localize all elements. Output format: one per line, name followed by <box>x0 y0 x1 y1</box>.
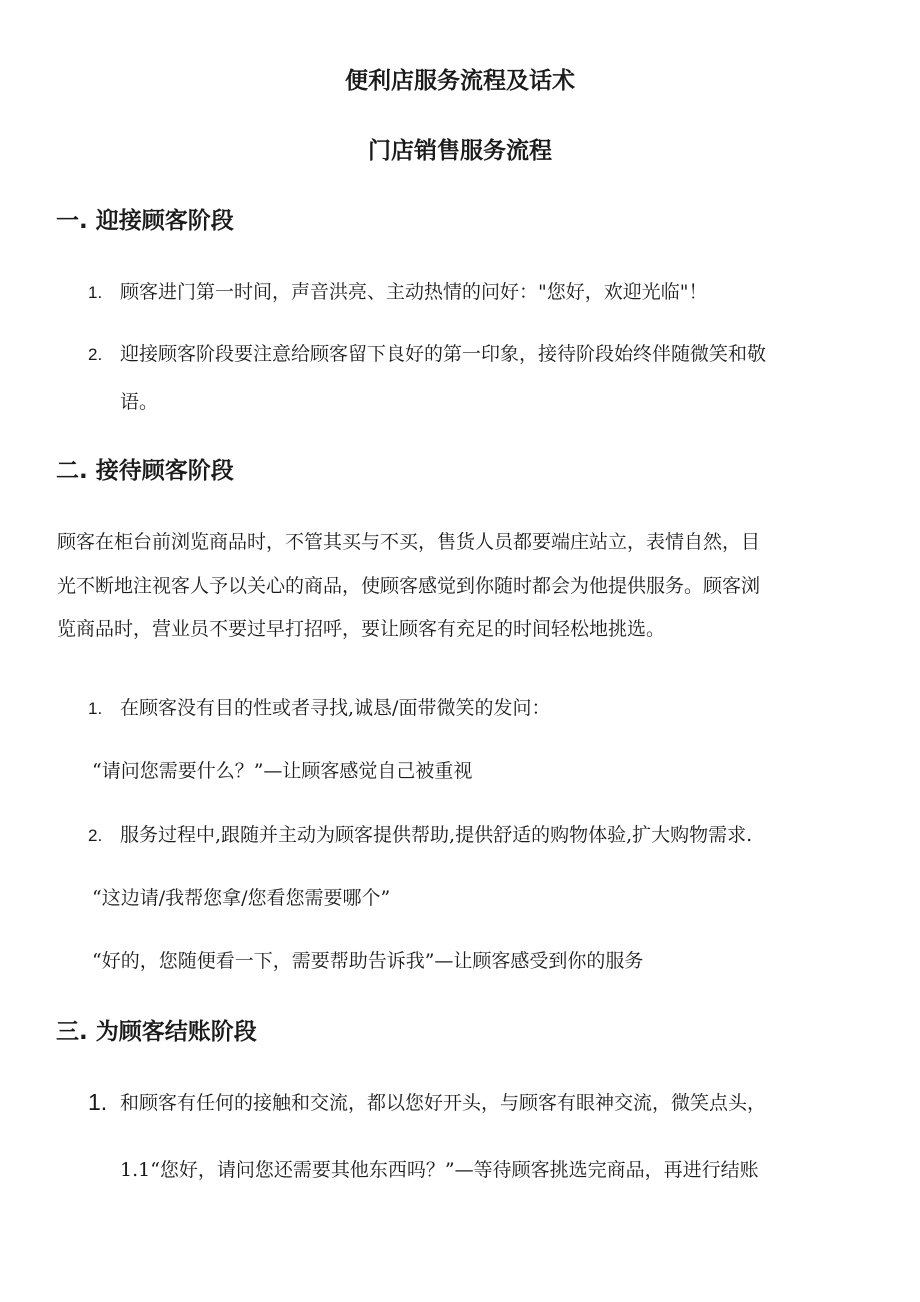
section-1-item-1-text: 顾客进门第一时间，声音洪亮、主动热情的问好："您好，欢迎光临"！ <box>120 281 708 303</box>
section-2-paragraph <box>57 521 867 652</box>
section-3-item-1-number: 1. <box>88 1089 108 1115</box>
section-1-item-1-number: 1. <box>88 283 103 302</box>
section-2-item-2-number: 2. <box>88 826 103 845</box>
section-3-sub-item-1-1: 1.1“您好，请问您还需要其他东西吗？”—等待顾客挑选完商品，再进行结账 <box>120 1159 759 1181</box>
document-title: 便利店服务流程及话术 <box>345 68 575 94</box>
section-2-item-2-text: 服务过程中,跟随并主动为顾客提供帮助,提供舒适的购物体验,扩大购物需求. <box>120 824 753 846</box>
section-2-paragraph-line-3: 览商品时，营业员不要过早打招呼，要让顾客有充足的时间轻松地挑选。 <box>57 618 666 640</box>
section-1-item-2-number: 2. <box>88 345 103 364</box>
section-3-heading: 三. 为顾客结账阶段 <box>56 1019 257 1045</box>
section-2-quote-3: “好的，您随便看一下，需要帮助告诉我”—让顾客感受到你的服务 <box>92 950 644 972</box>
section-1-heading: 一. 迎接顾客阶段 <box>56 208 234 234</box>
section-1-item-2-line-1: 迎接顾客阶段要注意给顾客留下良好的第一印象，接待阶段始终伴随微笑和敬 <box>120 343 767 365</box>
section-2-item-1-number: 1. <box>88 699 103 718</box>
section-2-quote-1: “请问您需要什么？”—让顾客感觉自己被重视 <box>92 760 473 782</box>
section-1-item-2-line-2: 语。 <box>120 391 159 413</box>
section-2-heading: 二. 接待顾客阶段 <box>56 458 234 484</box>
section-3-item-1-text: 和顾客有任何的接触和交流，都以您好开头，与顾客有眼神交流，微笑点头， <box>120 1092 767 1114</box>
document-subtitle: 门店销售服务流程 <box>368 138 552 164</box>
section-2-item-1-text: 在顾客没有目的性或者寻找,诚恳/面带微笑的发问： <box>120 697 551 719</box>
section-2-paragraph-line-1: 顾客在柜台前浏览商品时，不管其买与不买，售货人员都要端庄站立，表情自然，目 <box>57 531 761 553</box>
section-2-paragraph-line-2: 光不断地注视客人予以关心的商品，使顾客感觉到你随时都会为他提供服务。顾客浏 <box>57 574 761 597</box>
section-2-quote-2: “这边请/我帮您拿/您看您需要哪个” <box>92 887 391 909</box>
